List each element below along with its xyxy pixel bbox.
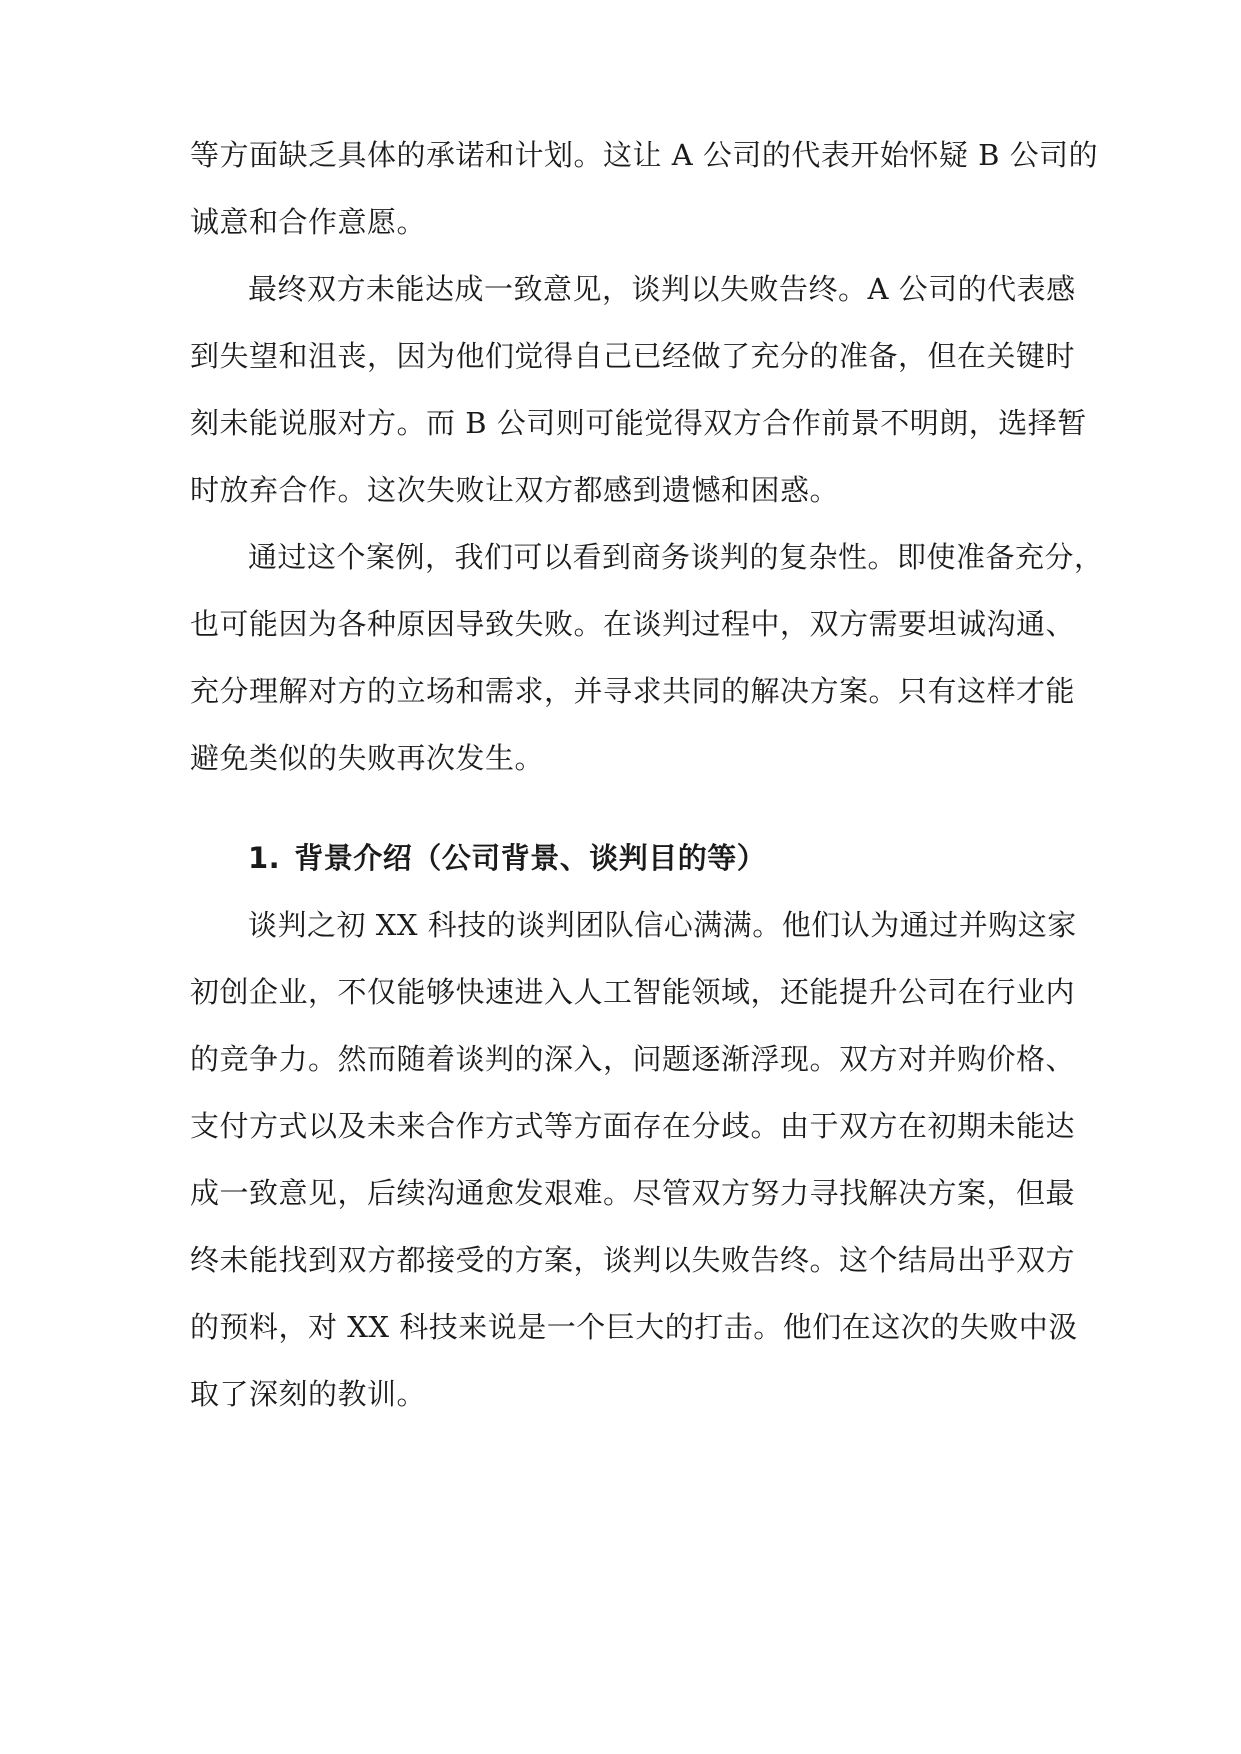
section-paragraph-line-6: 终未能找到双方都接受的方案，谈判以失败告终。这个结局出乎双方 xyxy=(190,1243,1076,1277)
paragraph-2-line-1: 最终双方未能达成一致意见，谈判以失败告终。A 公司的代表感 xyxy=(248,272,1076,306)
section-paragraph-line-2: 初创企业，不仅能够快速进入人工智能领域，还能提升公司在行业内 xyxy=(190,975,1076,1009)
paragraph-2-line-4: 时放弃合作。这次失败让双方都感到遗憾和困惑。 xyxy=(190,473,840,507)
paragraph-3-line-1: 通过这个案例，我们可以看到商务谈判的复杂性。即使准备充分， xyxy=(248,540,1104,574)
paragraph-2-line-3: 刻未能说服对方。而 B 公司则可能觉得双方合作前景不明朗，选择暂 xyxy=(190,406,1087,440)
section-paragraph-line-4: 支付方式以及未来合作方式等方面存在分歧。由于双方在初期未能达 xyxy=(190,1109,1076,1143)
section-paragraph-line-5: 成一致意见，后续沟通愈发艰难。尽管双方努力寻找解决方案，但最 xyxy=(190,1176,1076,1210)
section-paragraph-line-7: 的预料，对 XX 科技来说是一个巨大的打击。他们在这次的失败中汲 xyxy=(190,1310,1078,1344)
paragraph-3-line-3: 充分理解对方的立场和需求，并寻求共同的解决方案。只有这样才能 xyxy=(190,674,1076,708)
paragraph-2-line-2: 到失望和沮丧，因为他们觉得自己已经做了充分的准备，但在关键时 xyxy=(190,339,1076,373)
section-heading-number: 1. xyxy=(248,841,281,875)
paragraph-1-line-1: 等方面缺乏具体的承诺和计划。这让 A 公司的代表开始怀疑 B 公司的 xyxy=(190,138,1099,172)
section-paragraph-line-3: 的竞争力。然而随着谈判的深入，问题逐渐浮现。双方对并购价格、 xyxy=(190,1042,1076,1076)
section-paragraph-line-1: 谈判之初 XX 科技的谈判团队信心满满。他们认为通过并购这家 xyxy=(248,908,1077,942)
paragraph-3-line-2: 也可能因为各种原因导致失败。在谈判过程中，双方需要坦诚沟通、 xyxy=(190,607,1076,641)
section-heading xyxy=(248,838,766,878)
paragraph-1-line-2: 诚意和合作意愿。 xyxy=(190,205,427,239)
section-paragraph-line-8: 取了深刻的教训。 xyxy=(190,1377,427,1411)
section-heading-text: 背景介绍（公司背景、谈判目的等） xyxy=(294,841,767,875)
paragraph-3-line-4: 避免类似的失败再次发生。 xyxy=(190,741,545,775)
